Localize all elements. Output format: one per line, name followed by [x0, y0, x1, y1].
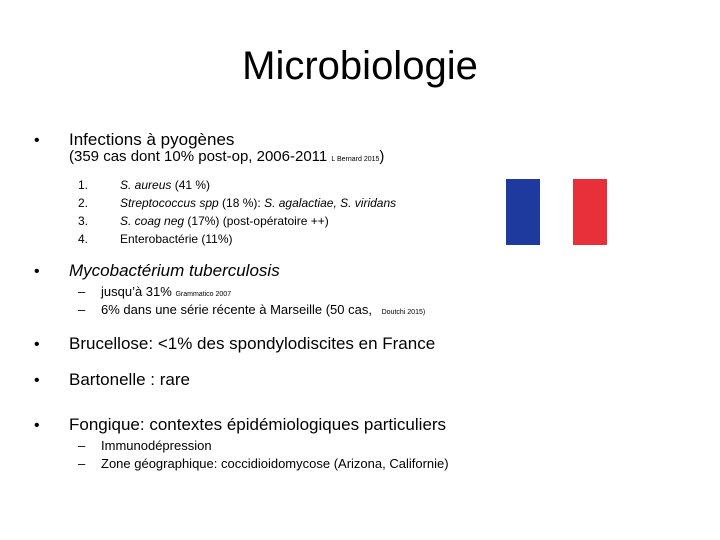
organism-name: Streptococcus spp	[120, 196, 219, 210]
tb-sub-item	[101, 302, 425, 321]
brucellose-heading: Brucellose: <1% des spondylodiscites en France	[69, 334, 436, 353]
list-number: 3.	[78, 214, 89, 228]
organism-name: S. coag neg	[120, 214, 185, 228]
bullet-icon: •	[34, 372, 40, 389]
fongique-sub-item: Zone géographique: coccidioidomycose (Arizona, Californie)	[101, 456, 449, 471]
bartonelle-heading: Bartonelle : rare	[69, 370, 190, 389]
slide-title: Microbiologie	[242, 44, 478, 88]
flag-blue-stripe	[506, 179, 540, 245]
tb-reference: Doutchi 2015)	[381, 309, 426, 316]
tb-sub-text: 6% dans une série récente à Marseille (50 cas,	[101, 302, 372, 317]
dash-icon: –	[78, 302, 86, 317]
tb-heading: Mycobactérium tuberculosis	[69, 261, 280, 280]
list-item	[120, 177, 210, 193]
list-item	[120, 213, 329, 229]
flag-white-stripe	[540, 179, 574, 245]
fongique-heading: Fongique: contextes épidémiologiques particuliers	[69, 415, 447, 434]
bullet-icon: •	[34, 336, 40, 353]
dash-icon: –	[78, 438, 86, 453]
bullet-icon: •	[34, 417, 40, 434]
list-number: 2.	[78, 196, 89, 210]
pyogenes-reference: L Bernard 2015	[331, 156, 380, 163]
bullet-icon: •	[34, 132, 40, 149]
tb-reference: Grammatico 2007	[175, 291, 232, 298]
dash-icon: –	[78, 284, 86, 299]
list-item	[120, 195, 396, 211]
pyogenes-heading: Infections à pyogènes	[69, 130, 235, 149]
item-text: (17%) (post-opératoire ++)	[184, 214, 329, 228]
organism-name: S. agalactiae, S. viridans	[264, 196, 397, 210]
list-number: 4.	[78, 232, 89, 246]
dash-icon: –	[78, 456, 86, 471]
bullet-icon: •	[34, 263, 40, 280]
tb-sub-text: jusqu’à 31%	[101, 284, 172, 299]
item-text: (18 %):	[218, 196, 265, 210]
flag-red-stripe	[573, 179, 607, 245]
pyogenes-detail-main: (359 cas dont 10% post-op, 2006-2011	[69, 148, 328, 165]
pyogenes-detail	[69, 147, 384, 170]
item-text: (41 %)	[171, 178, 211, 192]
french-flag-image	[506, 179, 607, 245]
tb-sub-item	[101, 284, 231, 303]
list-number: 1.	[78, 178, 89, 192]
pyogenes-detail-close: )	[379, 148, 385, 165]
list-item: Enterobactérie (11%)	[120, 232, 233, 246]
fongique-sub-item: Immunodépression	[101, 438, 212, 453]
organism-name: S. aureus	[120, 178, 172, 192]
